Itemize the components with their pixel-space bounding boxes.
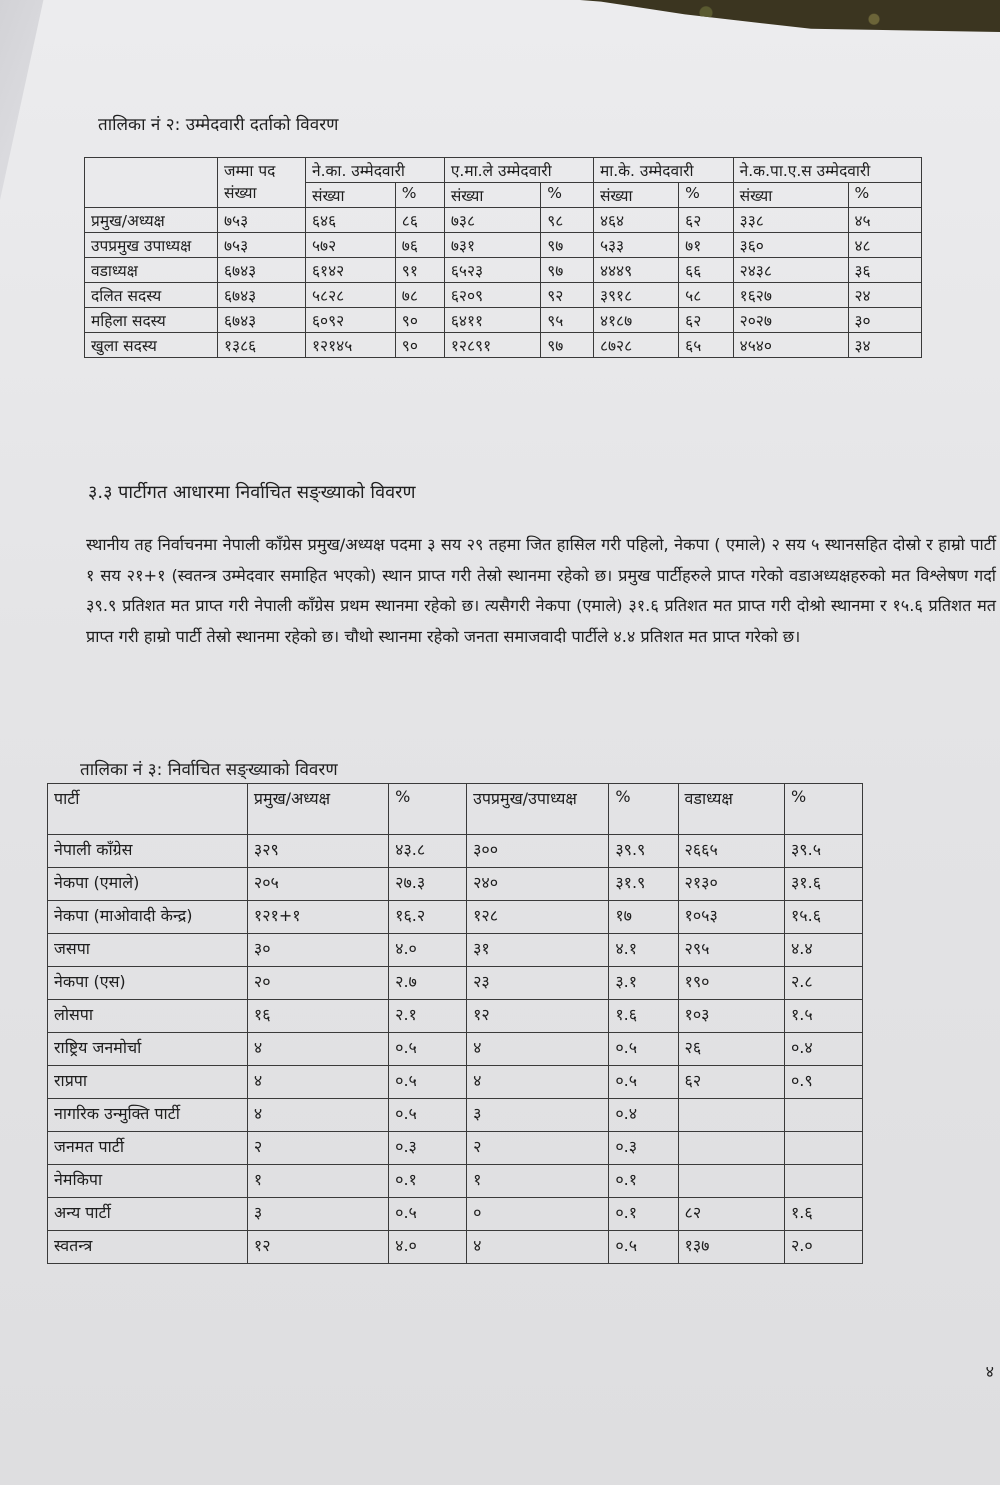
table-row bbox=[48, 934, 863, 967]
table2-pct-cell: ९० bbox=[395, 333, 444, 358]
table3-value-cell: ४ bbox=[467, 1033, 609, 1066]
table-row bbox=[48, 1231, 863, 1264]
table2-count-cell: ३३८ bbox=[733, 208, 848, 233]
table3-value-cell: १.६ bbox=[784, 1198, 862, 1231]
table2-count-cell: ८७२८ bbox=[593, 333, 678, 358]
table2-pct-cell: २४ bbox=[848, 283, 922, 308]
table2-count-cell: ६४६ bbox=[306, 208, 396, 233]
table3-header-cell: उपप्रमुख/उपाध्यक्ष bbox=[467, 784, 609, 835]
table2-count-cell: ७३१ bbox=[444, 233, 540, 258]
table3-value-cell: ४ bbox=[467, 1066, 609, 1099]
table3-value-cell: ६२ bbox=[678, 1066, 784, 1099]
table3-party-cell: नागरिक उन्मुक्ति पार्टी bbox=[48, 1099, 248, 1132]
table2-total-cell: १३८६ bbox=[218, 333, 306, 358]
table3-value-cell: ०.१ bbox=[389, 1165, 467, 1198]
table2-count-cell: ६५२३ bbox=[444, 258, 540, 283]
table2-post-cell: खुला सदस्य bbox=[85, 333, 218, 358]
table2-subheader-count: संख्या bbox=[444, 183, 540, 208]
table2-count-cell: ४१८७ bbox=[593, 308, 678, 333]
table3-value-cell: ८२ bbox=[678, 1198, 784, 1231]
table3-value-cell: ०.५ bbox=[389, 1099, 467, 1132]
table2-pct-cell: ९१ bbox=[395, 258, 444, 283]
table3-party-cell: जसपा bbox=[48, 934, 248, 967]
table3-value-cell: १०५३ bbox=[678, 901, 784, 934]
table3-caption: तालिका नं ३: निर्वाचित सङ्ख्याको विवरण bbox=[80, 760, 338, 780]
table3-value-cell bbox=[784, 1132, 862, 1165]
table3-value-cell: ०.१ bbox=[609, 1165, 678, 1198]
table2-pct-cell: ९८ bbox=[541, 208, 594, 233]
table3-value-cell: ०.५ bbox=[389, 1198, 467, 1231]
table2-pct-cell: ३० bbox=[848, 308, 922, 333]
table2-pct-cell: ७६ bbox=[395, 233, 444, 258]
table3-value-cell: २ bbox=[247, 1132, 388, 1165]
table-row bbox=[48, 1165, 863, 1198]
table3-value-cell: २४० bbox=[467, 868, 609, 901]
table3-party-cell: राष्ट्रिय जनमोर्चा bbox=[48, 1033, 248, 1066]
table2-post-cell: उपप्रमुख उपाध्यक्ष bbox=[85, 233, 218, 258]
table3-value-cell: १२८ bbox=[467, 901, 609, 934]
table3-value-cell: ४.१ bbox=[609, 934, 678, 967]
table3-value-cell bbox=[784, 1165, 862, 1198]
table2-total-cell: ७५३ bbox=[218, 233, 306, 258]
table-row bbox=[48, 1033, 863, 1066]
table3-value-cell: ०.५ bbox=[389, 1033, 467, 1066]
table2-pct-cell: ४८ bbox=[848, 233, 922, 258]
table3-value-cell: २६ bbox=[678, 1033, 784, 1066]
table2-count-cell: ४४४९ bbox=[593, 258, 678, 283]
table3-value-cell: ०.३ bbox=[389, 1132, 467, 1165]
table2-total-cell: ७५३ bbox=[218, 208, 306, 233]
table3-value-cell: ०.१ bbox=[609, 1198, 678, 1231]
table2-count-cell: ६१४२ bbox=[306, 258, 396, 283]
table2-count-cell: ६२०९ bbox=[444, 283, 540, 308]
table-row bbox=[85, 258, 922, 283]
table2-pct-cell: ३४ bbox=[848, 333, 922, 358]
table2-pct-cell: ९५ bbox=[541, 308, 594, 333]
table3-value-cell: २०५ bbox=[247, 868, 388, 901]
table2-pct-cell: ६२ bbox=[679, 208, 734, 233]
table3-value-cell: ०.५ bbox=[609, 1231, 678, 1264]
table3-value-cell: २.७ bbox=[389, 967, 467, 1000]
table3-value-cell: ३१.६ bbox=[784, 868, 862, 901]
table3-value-cell: ० bbox=[467, 1198, 609, 1231]
table3-value-cell: ०.५ bbox=[389, 1066, 467, 1099]
table2-post-cell: दलित सदस्य bbox=[85, 283, 218, 308]
table3-value-cell: ४.० bbox=[389, 934, 467, 967]
page-fold bbox=[0, 0, 70, 200]
table2-subheader-pct: % bbox=[848, 183, 922, 208]
section-heading: ३.३ पार्टीगत आधारमा निर्वाचित सङ्ख्याको विवरण bbox=[88, 482, 416, 503]
table3-value-cell: १६.२ bbox=[389, 901, 467, 934]
table2-pct-cell: ९७ bbox=[541, 258, 594, 283]
table2-header-row bbox=[85, 158, 922, 183]
table3-value-cell bbox=[678, 1099, 784, 1132]
table-row bbox=[85, 233, 922, 258]
table3-value-cell: ४ bbox=[467, 1231, 609, 1264]
table3-value-cell: ०.४ bbox=[784, 1033, 862, 1066]
table2-count-cell: ७३८ bbox=[444, 208, 540, 233]
table2-caption: तालिका नं २: उम्मेदवारी दर्ताको विवरण bbox=[98, 115, 339, 135]
table3-value-cell: १६ bbox=[247, 1000, 388, 1033]
table3-value-cell: ४ bbox=[247, 1033, 388, 1066]
table2-count-cell: ६४११ bbox=[444, 308, 540, 333]
elected-table bbox=[47, 783, 863, 1264]
table3-header-cell: प्रमुख/अध्यक्ष bbox=[247, 784, 388, 835]
table3-value-cell bbox=[678, 1132, 784, 1165]
table3-value-cell: १५.६ bbox=[784, 901, 862, 934]
table-row bbox=[85, 208, 922, 233]
table2-subheader-count: संख्या bbox=[733, 183, 848, 208]
table2-pct-cell: ३६ bbox=[848, 258, 922, 283]
table2-pct-cell: ६६ bbox=[679, 258, 734, 283]
table2-pct-cell: ७१ bbox=[679, 233, 734, 258]
table2-total-cell: ६७४३ bbox=[218, 308, 306, 333]
table3-header-cell: % bbox=[389, 784, 467, 835]
table3-value-cell: २९५ bbox=[678, 934, 784, 967]
table3-header-cell: % bbox=[609, 784, 678, 835]
table2-count-cell: २४३८ bbox=[733, 258, 848, 283]
table2-post-cell: महिला सदस्य bbox=[85, 308, 218, 333]
table-row bbox=[48, 1099, 863, 1132]
table3-value-cell: २.० bbox=[784, 1231, 862, 1264]
table3-party-cell: जनमत पार्टी bbox=[48, 1132, 248, 1165]
table3-value-cell: १ bbox=[467, 1165, 609, 1198]
table-row bbox=[48, 868, 863, 901]
table2-post-cell: प्रमुख/अध्यक्ष bbox=[85, 208, 218, 233]
table2-count-cell: ५८२८ bbox=[306, 283, 396, 308]
candidacy-table bbox=[84, 157, 922, 358]
table2-post-cell: वडाध्यक्ष bbox=[85, 258, 218, 283]
table3-value-cell: २६६५ bbox=[678, 835, 784, 868]
table2-subheader-count: संख्या bbox=[306, 183, 396, 208]
table3-value-cell: ०.९ bbox=[784, 1066, 862, 1099]
table2-pct-cell: ६५ bbox=[679, 333, 734, 358]
page-number: ४ bbox=[985, 1362, 994, 1381]
table3-value-cell: ३१.९ bbox=[609, 868, 678, 901]
table3-value-cell: ३२९ bbox=[247, 835, 388, 868]
table3-value-cell: ४ bbox=[247, 1099, 388, 1132]
table3-value-cell: १२१+१ bbox=[247, 901, 388, 934]
table3-party-cell: नेमकिपा bbox=[48, 1165, 248, 1198]
table3-party-cell: नेकपा (एमाले) bbox=[48, 868, 248, 901]
table2-count-cell: ३६० bbox=[733, 233, 848, 258]
table3-value-cell: १०३ bbox=[678, 1000, 784, 1033]
table3-value-cell: १ bbox=[247, 1165, 388, 1198]
table3-value-cell: ३.१ bbox=[609, 967, 678, 1000]
table2-count-cell: १२८९१ bbox=[444, 333, 540, 358]
table-row bbox=[85, 333, 922, 358]
table3-value-cell: २ bbox=[467, 1132, 609, 1165]
table3-value-cell bbox=[784, 1099, 862, 1132]
table-row bbox=[48, 1198, 863, 1231]
table3-value-cell: ४३.८ bbox=[389, 835, 467, 868]
table3-value-cell: १९० bbox=[678, 967, 784, 1000]
table2-corner-cell bbox=[85, 158, 218, 208]
table2-count-cell: २०२७ bbox=[733, 308, 848, 333]
table3-value-cell: १२ bbox=[467, 1000, 609, 1033]
table-row bbox=[85, 283, 922, 308]
table3-header-cell: वडाध्यक्ष bbox=[678, 784, 784, 835]
table2-subheader-pct: % bbox=[541, 183, 594, 208]
table3-header-row bbox=[48, 784, 863, 835]
table2-count-cell: ६०९२ bbox=[306, 308, 396, 333]
table-row bbox=[48, 1000, 863, 1033]
table2-count-cell: ४६४ bbox=[593, 208, 678, 233]
table2-count-cell: ४५४० bbox=[733, 333, 848, 358]
table3-value-cell: २१३० bbox=[678, 868, 784, 901]
table3-value-cell: २७.३ bbox=[389, 868, 467, 901]
table2-header-group: ने.क.पा.ए.स उम्मेदवारी bbox=[733, 158, 921, 183]
table-row bbox=[48, 901, 863, 934]
table3-value-cell: ४ bbox=[247, 1066, 388, 1099]
table2-pct-cell: ९७ bbox=[541, 233, 594, 258]
table3-party-cell: स्वतन्त्र bbox=[48, 1231, 248, 1264]
table3-value-cell: ३०० bbox=[467, 835, 609, 868]
table3-value-cell: २.१ bbox=[389, 1000, 467, 1033]
table3-value-cell: ३९.५ bbox=[784, 835, 862, 868]
table3-party-cell: लोसपा bbox=[48, 1000, 248, 1033]
table3-value-cell: २३ bbox=[467, 967, 609, 1000]
table-row bbox=[48, 835, 863, 868]
table3-value-cell: १७ bbox=[609, 901, 678, 934]
table2-header-group: मा.के. उम्मेदवारी bbox=[593, 158, 733, 183]
table3-value-cell: ३० bbox=[247, 934, 388, 967]
table2-count-cell: ५३३ bbox=[593, 233, 678, 258]
table2-header-total: जम्मा पद संख्या bbox=[218, 158, 306, 208]
table3-value-cell: १३७ bbox=[678, 1231, 784, 1264]
table2-count-cell: ३९१८ bbox=[593, 283, 678, 308]
table3-value-cell: १.६ bbox=[609, 1000, 678, 1033]
table3-value-cell: ०.५ bbox=[609, 1066, 678, 1099]
table2-header-group: ने.का. उम्मेदवारी bbox=[306, 158, 445, 183]
table2-pct-cell: ७८ bbox=[395, 283, 444, 308]
table3-value-cell: २.८ bbox=[784, 967, 862, 1000]
background-ground bbox=[580, 0, 1000, 32]
table3-value-cell: ३ bbox=[467, 1099, 609, 1132]
table3-party-cell: नेकपा (माओवादी केन्द्र) bbox=[48, 901, 248, 934]
table2-subheader-count: संख्या bbox=[593, 183, 678, 208]
table-row bbox=[48, 1066, 863, 1099]
table2-count-cell: ५७२ bbox=[306, 233, 396, 258]
table2-count-cell: १६२७ bbox=[733, 283, 848, 308]
section-paragraph: स्थानीय तह निर्वाचनमा नेपाली काँग्रेस प्रमुख/अध्यक्ष पदमा ३ सय २९ तहमा जित हासिल गरी पहिलो, नेकपा ( एमाले) २ सय ५ स्थानसहित दोस्रो र हाम्रो पार्टी १ सय २१+१ (स्वतन्त्र उम्मेदवार समाहित भएको) स्थान प्राप्त गरी तेस्रो स्थानमा रहेको छ। प्रमुख पार्टीहरुले प्राप्त गरेको वडाअध्यक्षहरुको मत विश्लेषण गर्दा ३९.९ प्रतिशत मत प्राप्त गरी नेपाली काँग्रेस प्रथम स्थानमा रहेको छ। त्यसैगरी नेकपा (एमाले) ३१.६ प्रतिशत मत प्राप्त गरी दोश्रो स्थानमा र १५.६ प्रतिशत मत प्राप्त गरी हाम्रो पार्टी तेस्रो स्थानमा रहेको छ। चौथो स्थानमा रहेको जनता समाजवादी पार्टीले ४.४ प्रतिशत मत प्राप्त गरेको छ। bbox=[86, 535, 996, 646]
table2-pct-cell: ८६ bbox=[395, 208, 444, 233]
table3-value-cell: ३१ bbox=[467, 934, 609, 967]
table3-value-cell: ४.० bbox=[389, 1231, 467, 1264]
table2-pct-cell: ६२ bbox=[679, 308, 734, 333]
table3-header-cell: % bbox=[784, 784, 862, 835]
table3-value-cell: ३ bbox=[247, 1198, 388, 1231]
table2-pct-cell: ५८ bbox=[679, 283, 734, 308]
table2-pct-cell: ९२ bbox=[541, 283, 594, 308]
table3-value-cell: ०.५ bbox=[609, 1033, 678, 1066]
table3-value-cell: १२ bbox=[247, 1231, 388, 1264]
table2-header-group: ए.मा.ले उम्मेदवारी bbox=[444, 158, 593, 183]
table3-value-cell: ०.४ bbox=[609, 1099, 678, 1132]
table3-value-cell: ०.३ bbox=[609, 1132, 678, 1165]
table2-pct-cell: ९७ bbox=[541, 333, 594, 358]
table2-total-cell: ६७४३ bbox=[218, 283, 306, 308]
table2-total-cell: ६७४३ bbox=[218, 258, 306, 283]
table2-count-cell: १२१४५ bbox=[306, 333, 396, 358]
table2-subheader-pct: % bbox=[679, 183, 734, 208]
table-row bbox=[48, 1132, 863, 1165]
table3-party-cell: नेपाली काँग्रेस bbox=[48, 835, 248, 868]
table3-value-cell: ३९.९ bbox=[609, 835, 678, 868]
table-row bbox=[85, 308, 922, 333]
table2-pct-cell: ४५ bbox=[848, 208, 922, 233]
table3-party-cell: अन्य पार्टी bbox=[48, 1198, 248, 1231]
table3-value-cell bbox=[678, 1165, 784, 1198]
table3-header-cell: पार्टी bbox=[48, 784, 248, 835]
table-row bbox=[48, 967, 863, 1000]
table3-value-cell: २० bbox=[247, 967, 388, 1000]
table2-pct-cell: ९० bbox=[395, 308, 444, 333]
table3-party-cell: राप्रपा bbox=[48, 1066, 248, 1099]
table3-party-cell: नेकपा (एस) bbox=[48, 967, 248, 1000]
table3-value-cell: ४.४ bbox=[784, 934, 862, 967]
table3-value-cell: १.५ bbox=[784, 1000, 862, 1033]
table2-subheader-pct: % bbox=[395, 183, 444, 208]
